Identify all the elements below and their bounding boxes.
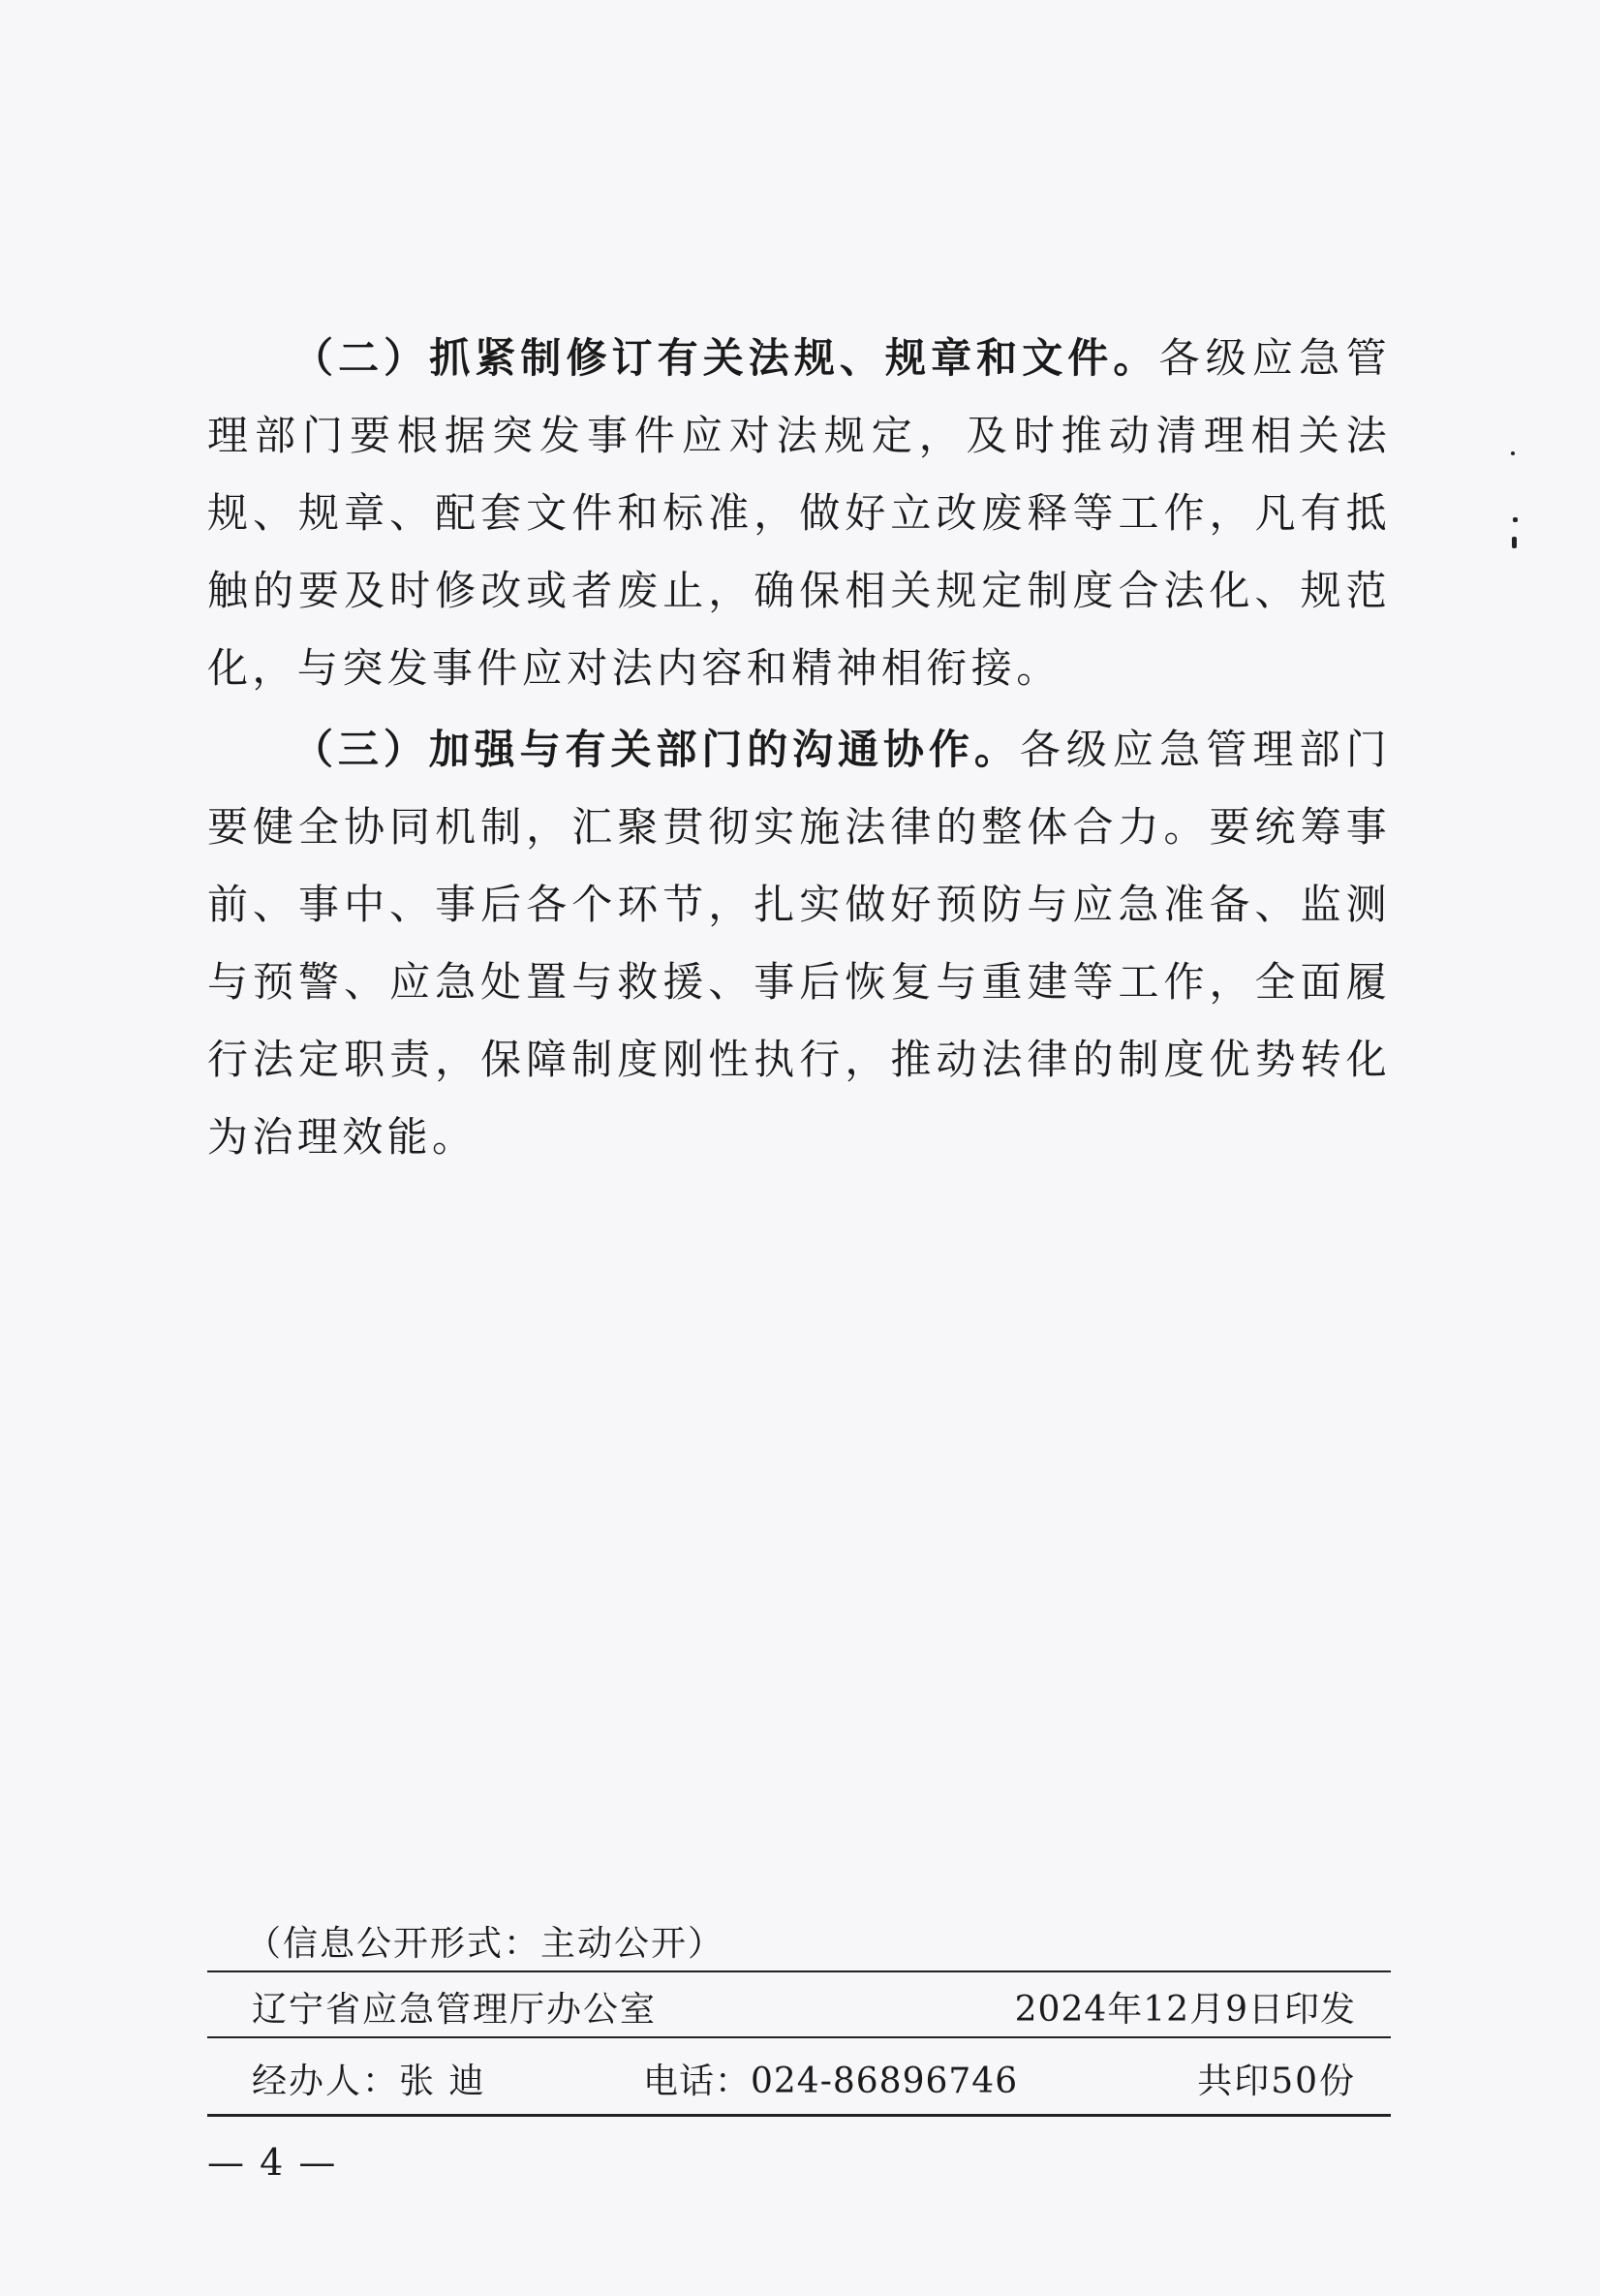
- page-number: — 4 —: [207, 2141, 338, 2184]
- issuing-office: 辽宁省应急管理厅办公室: [252, 1990, 658, 2030]
- paragraph-2-heading: （二）抓紧制修订有关法规、规章和文件。: [292, 334, 1159, 382]
- paragraph-3-text: 各级应急管理部门要健全协同机制，汇聚贯彻实施法律的整体合力。要统筹事前、事中、事后各个环节，扎实做好预防与应急准备、监测与预警、应急处置与救援、事后恢复与重建等工作，全面履行法定职责，保障制度刚性执行，推动法律的制度优势转化为治理效能。: [207, 726, 1392, 1161]
- footer-rule-bottom: [207, 2114, 1391, 2117]
- footer-rule-middle: [207, 2036, 1391, 2038]
- paragraph-3-heading: （三）加强与有关部门的沟通协作。: [292, 726, 1020, 773]
- paragraph-2: [207, 320, 1391, 707]
- paragraph-3: [207, 711, 1391, 1176]
- issue-date: 2024年12月9日印发: [1014, 1990, 1356, 2030]
- contact-row: [207, 2054, 1391, 2102]
- scan-binding-marks: [1507, 451, 1521, 568]
- copies-printed: 共印50份: [1197, 2062, 1356, 2101]
- footer-rule-top: [207, 1970, 1391, 1972]
- phone-number: 电话：024-86896746: [643, 2062, 1019, 2101]
- document-body: [207, 320, 1391, 1180]
- disclosure-note: （信息公开形式：主动公开）: [246, 1924, 725, 1964]
- paragraph-2-text: 各级应急管理部门要根据突发事件应对法规定，及时推动清理相关法规、规章、配套文件和标准，做好立改废释等工作，凡有抵触的要及时修改或者废止，确保相关规定制度合法化、规范化，与突发事件应对法内容和精神相衔接。: [207, 334, 1391, 692]
- handler-name: 经办人：张 迪: [252, 2062, 486, 2101]
- issue-row: [207, 1982, 1391, 2031]
